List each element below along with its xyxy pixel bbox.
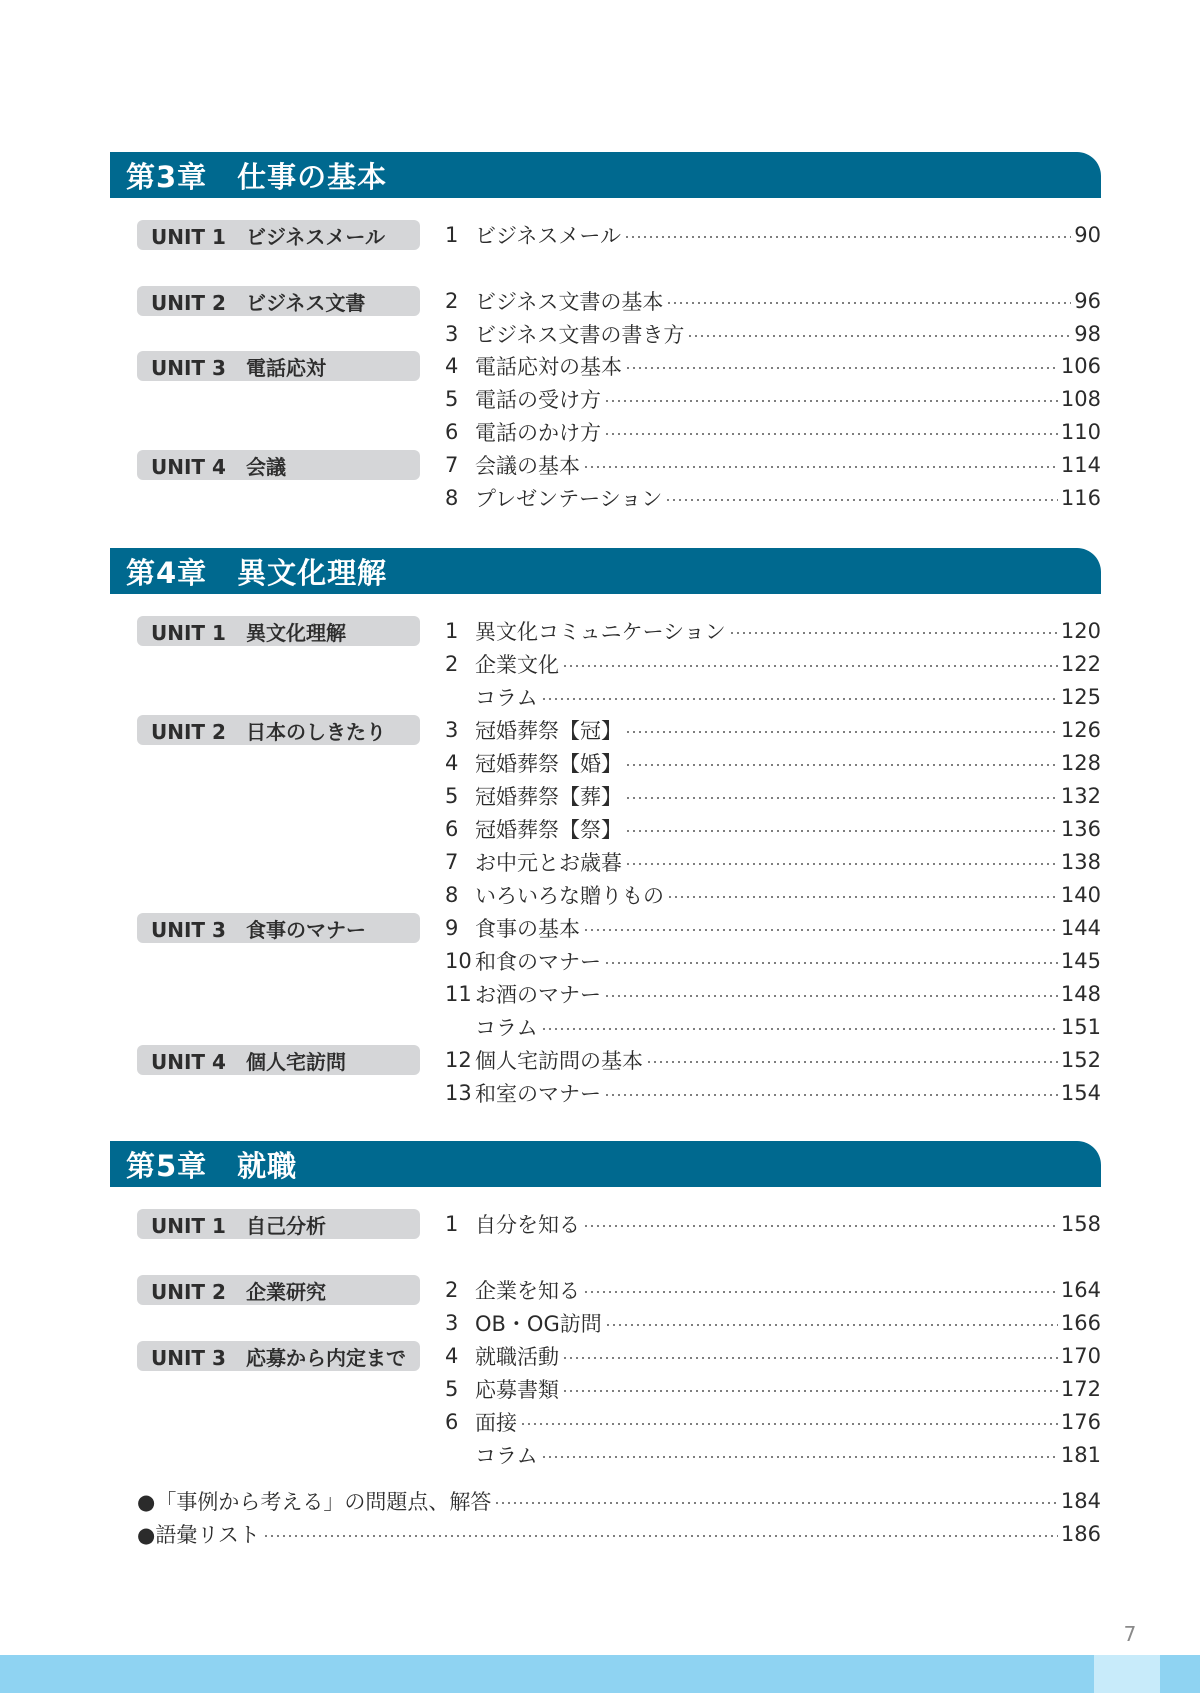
entry-title: ビジネス文書の書き方 <box>475 323 685 347</box>
dot-leader <box>604 995 1058 997</box>
dot-leader <box>625 863 1058 865</box>
entry-page: 106 <box>1060 354 1101 378</box>
entry-page: 90 <box>1074 223 1101 247</box>
toc-entry[interactable] <box>445 748 1101 778</box>
dot-leader <box>562 665 1058 667</box>
unit-label: UNIT 1 ビジネスメール <box>137 220 420 250</box>
entry-page: 158 <box>1060 1212 1101 1236</box>
entry-page: 122 <box>1060 652 1101 676</box>
unit-label: UNIT 4 個人宅訪問 <box>137 1045 420 1075</box>
toc-entry[interactable] <box>445 1341 1101 1371</box>
entry-page: 154 <box>1060 1081 1101 1105</box>
toc-entry[interactable] <box>445 286 1101 316</box>
entry-page: 128 <box>1060 751 1101 775</box>
unit-label: UNIT 4 会議 <box>137 450 420 480</box>
dot-leader <box>583 466 1058 468</box>
entry-title: 企業を知る <box>475 1279 580 1303</box>
toc-entry[interactable] <box>445 483 1101 513</box>
entry-title: 冠婚葬祭【冠】 <box>475 719 622 743</box>
dot-leader <box>583 1225 1058 1227</box>
toc-entry[interactable] <box>445 1012 1101 1042</box>
entry-title: お酒のマナー <box>475 983 601 1007</box>
page-number: 7 <box>1123 1622 1137 1646</box>
dot-leader <box>604 1094 1058 1096</box>
entry-title: お中元とお歳暮 <box>475 851 622 875</box>
entry-page: 144 <box>1060 916 1101 940</box>
toc-entry[interactable] <box>445 616 1101 646</box>
unit-label: UNIT 1 異文化理解 <box>137 616 420 646</box>
entry-title: 電話のかけ方 <box>475 421 601 445</box>
entry-title: プレゼンテーション <box>475 487 663 511</box>
unit-label: UNIT 3 電話応対 <box>137 351 420 381</box>
entry-number: 1 <box>445 1212 459 1236</box>
entry-page: 148 <box>1060 982 1101 1006</box>
dot-leader <box>541 698 1058 700</box>
chapter-title: 第5章 就職 <box>126 1148 298 1183</box>
toc-entry[interactable] <box>445 649 1101 679</box>
toc-entry[interactable] <box>445 351 1101 381</box>
footer-bar <box>0 1655 1200 1693</box>
toc-entry[interactable] <box>445 417 1101 447</box>
footer-accent <box>1094 1655 1160 1693</box>
toc-entry[interactable] <box>445 1275 1101 1305</box>
toc-entry[interactable] <box>445 384 1101 414</box>
entry-page: 114 <box>1060 453 1101 477</box>
toc-entry[interactable] <box>445 1045 1101 1075</box>
entry-title: いろいろな贈りもの <box>475 884 664 908</box>
entry-number: 5 <box>445 1377 459 1401</box>
entry-number: 11 <box>445 982 472 1006</box>
entry-title: 個人宅訪問の基本 <box>475 1049 643 1073</box>
entry-page: 126 <box>1060 718 1101 742</box>
entry-page: 166 <box>1060 1311 1101 1335</box>
dot-leader <box>625 797 1058 799</box>
entry-number: 6 <box>445 420 459 444</box>
entry-number: 2 <box>445 289 459 313</box>
entry-page: 170 <box>1060 1344 1101 1368</box>
dot-leader <box>604 400 1058 402</box>
entry-number: 6 <box>445 1410 459 1434</box>
entry-title: 食事の基本 <box>475 917 580 941</box>
entry-title: OB・OG訪問 <box>475 1312 602 1336</box>
entry-number: 4 <box>445 751 459 775</box>
entry-number: 2 <box>445 652 459 676</box>
dot-leader <box>666 302 1071 304</box>
entry-page: 184 <box>1060 1489 1101 1513</box>
entry-title: ●「事例から考える」の問題点、解答 <box>137 1490 492 1514</box>
chapter-title: 第3章 仕事の基本 <box>126 159 388 194</box>
toc-entry[interactable] <box>445 682 1101 712</box>
entry-number: 5 <box>445 387 459 411</box>
entry-page: 116 <box>1060 486 1101 510</box>
entry-number: 4 <box>445 1344 459 1368</box>
entry-title: 冠婚葬祭【祭】 <box>475 818 622 842</box>
entry-number: 3 <box>445 322 459 346</box>
dot-leader <box>605 1324 1058 1326</box>
chapter-3-header <box>110 152 1101 198</box>
entry-page: 138 <box>1060 850 1101 874</box>
toc-entry[interactable] <box>445 979 1101 1009</box>
entry-page: 98 <box>1074 322 1101 346</box>
toc-entry[interactable] <box>445 781 1101 811</box>
entry-number: 6 <box>445 817 459 841</box>
toc-entry[interactable] <box>445 814 1101 844</box>
entry-page: 151 <box>1060 1015 1101 1039</box>
entry-title: ビジネス文書の基本 <box>475 290 664 314</box>
toc-entry[interactable] <box>445 1407 1101 1437</box>
dot-leader <box>604 433 1058 435</box>
entry-number: 2 <box>445 1278 459 1302</box>
dot-leader <box>541 1456 1058 1458</box>
entry-number: 8 <box>445 486 459 510</box>
dot-leader <box>541 1028 1058 1030</box>
entry-title: 電話の受け方 <box>475 388 601 412</box>
dot-leader <box>562 1357 1058 1359</box>
toc-entry[interactable] <box>445 1374 1101 1404</box>
dot-leader <box>604 962 1058 964</box>
dot-leader <box>625 764 1058 766</box>
dot-leader <box>624 236 1071 238</box>
entry-number: 10 <box>445 949 472 973</box>
dot-leader <box>583 929 1058 931</box>
entry-title: ●語彙リスト <box>137 1523 260 1547</box>
toc-entry[interactable] <box>445 913 1101 943</box>
entry-page: 164 <box>1060 1278 1101 1302</box>
toc-entry[interactable] <box>445 715 1101 745</box>
dot-leader <box>729 632 1058 634</box>
entry-title: 冠婚葬祭【葬】 <box>475 785 622 809</box>
toc-entry[interactable] <box>445 319 1101 349</box>
dot-leader <box>646 1061 1058 1063</box>
entry-title: 応募書類 <box>475 1378 559 1402</box>
toc-entry[interactable] <box>445 880 1101 910</box>
toc-entry[interactable] <box>445 847 1101 877</box>
entry-page: 186 <box>1060 1522 1101 1546</box>
dot-leader <box>625 830 1058 832</box>
toc-entry[interactable] <box>445 1308 1101 1338</box>
entry-page: 120 <box>1060 619 1101 643</box>
toc-entry[interactable] <box>445 1209 1101 1239</box>
entry-title: コラム <box>475 1444 538 1468</box>
entry-page: 145 <box>1060 949 1101 973</box>
unit-label: UNIT 3 食事のマナー <box>137 913 420 943</box>
unit-label: UNIT 1 自己分析 <box>137 1209 420 1239</box>
chapter-4-header <box>110 548 1101 594</box>
entry-page: 132 <box>1060 784 1101 808</box>
unit-label: UNIT 2 日本のしきたり <box>137 715 420 745</box>
toc-entry[interactable] <box>445 220 1101 250</box>
dot-leader <box>263 1535 1058 1537</box>
toc-extra-entry[interactable] <box>137 1519 1101 1549</box>
entry-title: 面接 <box>475 1411 517 1435</box>
toc-entry[interactable] <box>445 946 1101 976</box>
entry-page: 181 <box>1060 1443 1101 1467</box>
entry-number: 3 <box>445 1311 459 1335</box>
entry-number: 12 <box>445 1048 472 1072</box>
entry-number: 8 <box>445 883 459 907</box>
chapter-5-header <box>110 1141 1101 1187</box>
dot-leader <box>665 499 1058 501</box>
entry-title: 会議の基本 <box>475 454 580 478</box>
entry-number: 7 <box>445 453 459 477</box>
entry-title: コラム <box>475 686 538 710</box>
dot-leader <box>520 1423 1058 1425</box>
entry-number: 9 <box>445 916 459 940</box>
entry-number: 4 <box>445 354 459 378</box>
toc-entry[interactable] <box>445 1440 1101 1470</box>
entry-title: 冠婚葬祭【婚】 <box>475 752 622 776</box>
entry-number: 5 <box>445 784 459 808</box>
unit-label: UNIT 3 応募から内定まで <box>137 1341 420 1371</box>
toc-entry[interactable] <box>445 450 1101 480</box>
entry-page: 108 <box>1060 387 1101 411</box>
entry-page: 172 <box>1060 1377 1101 1401</box>
dot-leader <box>494 1502 1058 1504</box>
entry-number: 3 <box>445 718 459 742</box>
entry-number: 1 <box>445 223 459 247</box>
entry-page: 136 <box>1060 817 1101 841</box>
entry-title: 異文化コミュニケーション <box>475 620 726 644</box>
dot-leader <box>667 896 1058 898</box>
entry-page: 96 <box>1074 289 1101 313</box>
toc-entry[interactable] <box>445 1078 1101 1108</box>
entry-number: 13 <box>445 1081 472 1105</box>
dot-leader <box>562 1390 1058 1392</box>
entry-title: 企業文化 <box>475 653 559 677</box>
entry-title: 和室のマナー <box>475 1082 601 1106</box>
unit-label: UNIT 2 企業研究 <box>137 1275 420 1305</box>
entry-page: 140 <box>1060 883 1101 907</box>
entry-title: 和食のマナー <box>475 950 601 974</box>
dot-leader <box>687 335 1071 337</box>
entry-page: 176 <box>1060 1410 1101 1434</box>
entry-title: 自分を知る <box>475 1213 580 1237</box>
entry-page: 125 <box>1060 685 1101 709</box>
dot-leader <box>625 367 1058 369</box>
entry-title: コラム <box>475 1016 538 1040</box>
entry-title: 就職活動 <box>475 1345 559 1369</box>
entry-number: 1 <box>445 619 459 643</box>
entry-page: 152 <box>1060 1048 1101 1072</box>
unit-label: UNIT 2 ビジネス文書 <box>137 286 420 316</box>
entry-title: ビジネスメール <box>475 224 621 248</box>
entry-title: 電話応対の基本 <box>475 355 622 379</box>
entry-page: 110 <box>1060 420 1101 444</box>
chapter-title: 第4章 異文化理解 <box>126 555 388 590</box>
dot-leader <box>583 1291 1058 1293</box>
dot-leader <box>625 731 1058 733</box>
entry-number: 7 <box>445 850 459 874</box>
toc-extra-entry[interactable] <box>137 1486 1101 1516</box>
